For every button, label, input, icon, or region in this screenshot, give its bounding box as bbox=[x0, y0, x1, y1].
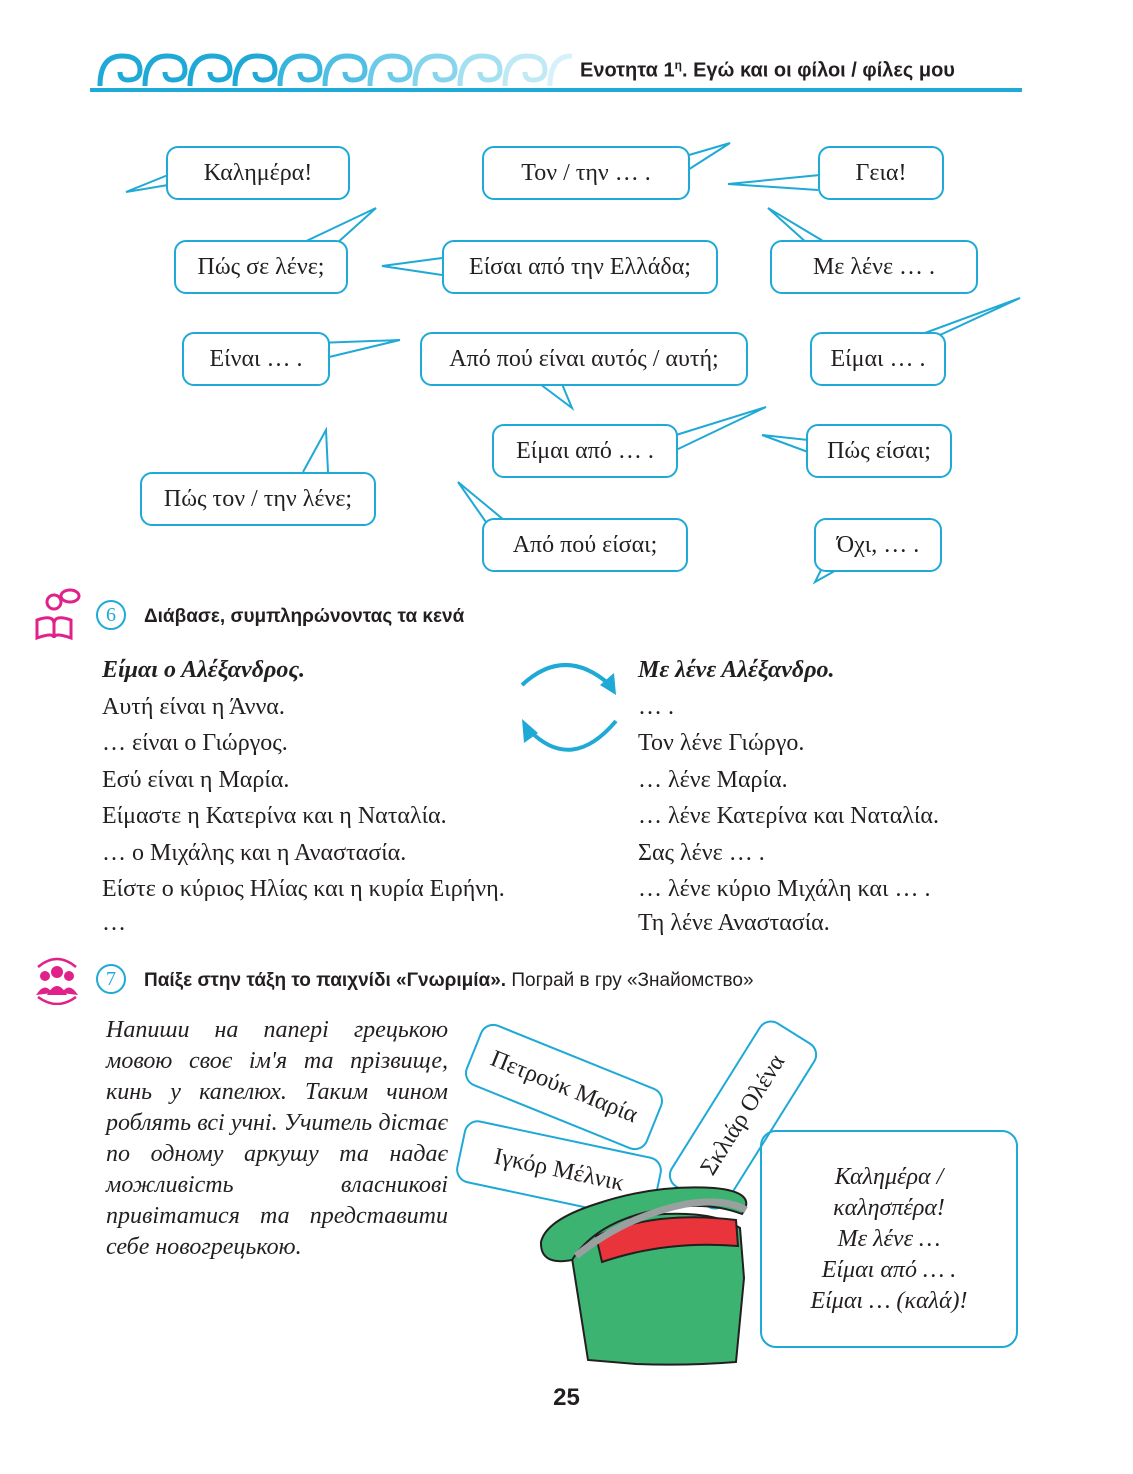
speech-bubble: Είναι … . bbox=[182, 332, 330, 386]
speech-bubble: Καλημέρα! bbox=[166, 146, 350, 200]
greeting-line: Είμαι από … . bbox=[821, 1257, 957, 1283]
unit-title: Ενοτητα $1^\eta$. Εγώ και οι φίλοι / φίλες μου bbox=[580, 58, 955, 82]
speech-bubble: Από πού είσαι; bbox=[482, 518, 688, 572]
greeting-line: Με λένε … bbox=[837, 1226, 941, 1252]
speech-bubble: Είμαι από … . bbox=[492, 424, 678, 478]
sentence: … είναι ο Γιώργος. bbox=[102, 730, 288, 756]
speech-bubble: Πώς τον / την λένε; bbox=[140, 472, 376, 526]
speech-bubble: Με λένε … . bbox=[770, 240, 978, 294]
sentence: Εσύ είναι η Μαρία. bbox=[102, 766, 290, 793]
name-card: Πετρούκ Μαρία bbox=[461, 1020, 667, 1155]
exercise-title: Παίξε στην τάξη το παιχνίδι «Γνωριμία». Пограй в гру «Знайомство» bbox=[144, 970, 754, 991]
greeting-line: καλησπέρα! bbox=[833, 1195, 945, 1221]
sentence: Σας λένε … . bbox=[638, 839, 765, 866]
page-number: 25 bbox=[553, 1384, 580, 1411]
sentence: Με λένε Αλέξανδρο. bbox=[638, 657, 835, 683]
sentence: … ο Μιχάλης και η Αναστασία. bbox=[102, 839, 407, 866]
speech-bubble: Γεια! bbox=[818, 146, 944, 200]
speech-bubble: Πώς είσαι; bbox=[806, 424, 952, 478]
speech-bubble: Όχι, … . bbox=[814, 518, 942, 572]
name-card: Ιγκόρ Μέλνικ bbox=[454, 1118, 665, 1223]
sentence: Τον λένε Γιώργο. bbox=[638, 730, 805, 756]
game-instructions: Напиши на папері грецькою мовою своє ім'я та прізвище, кинь у капелюх. Таким чином роблять всі учні. Учитель дістає по одному аркушу та надає можливість власникові привітатися та представити себе новогрецькою. bbox=[106, 1017, 448, 1260]
speech-bubble: Πώς σε λένε; bbox=[174, 240, 348, 294]
sentence: … λένε Μαρία. bbox=[638, 766, 788, 793]
left-sentences bbox=[102, 652, 505, 938]
sentence: Είστε ο κύριος Ηλίας και η κυρία Ειρήνη. bbox=[102, 876, 505, 902]
exchange-arrows-icon bbox=[510, 655, 628, 767]
sentence: … bbox=[102, 909, 126, 936]
sentence: Αυτή είναι η Άννα. bbox=[102, 693, 285, 720]
speech-bubble: Τον / την … . bbox=[482, 146, 690, 200]
speech-bubble: Είσαι από την Ελλάδα; bbox=[442, 240, 718, 294]
greeting-line: Καλημέρα / bbox=[834, 1164, 944, 1190]
speech-bubble: Από πού είναι αυτός / αυτή; bbox=[420, 332, 748, 386]
speech-bubble: Είμαι … . bbox=[810, 332, 946, 386]
reading-icon bbox=[34, 586, 82, 640]
sentence: … . bbox=[638, 693, 674, 720]
sentence: … λένε κύριο Μιχάλη και … . bbox=[638, 876, 931, 902]
sentence: Τη λένε Αναστασία. bbox=[638, 909, 830, 936]
sentence: Είμαι ο Αλέξανδρος. bbox=[102, 657, 306, 683]
group-game-icon bbox=[30, 955, 84, 1005]
name-card: Σκλιάρ Ολένα bbox=[664, 1015, 823, 1214]
sentence: … λένε Κατερίνα και Ναταλία. bbox=[638, 803, 939, 829]
exercise-title: Διάβασε, συμπληρώνοντας τα κενά bbox=[144, 606, 465, 627]
exercise-number: 6 bbox=[96, 600, 126, 630]
greeting-box bbox=[760, 1130, 1018, 1348]
sentence: Είμαστε η Κατερίνα και η Ναταλία. bbox=[102, 803, 447, 829]
hat-illustration bbox=[536, 1170, 762, 1370]
exercise-number: 7 bbox=[96, 964, 126, 994]
right-sentences bbox=[638, 652, 939, 938]
greeting-line: Είμαι … (καλά)! bbox=[810, 1288, 968, 1314]
